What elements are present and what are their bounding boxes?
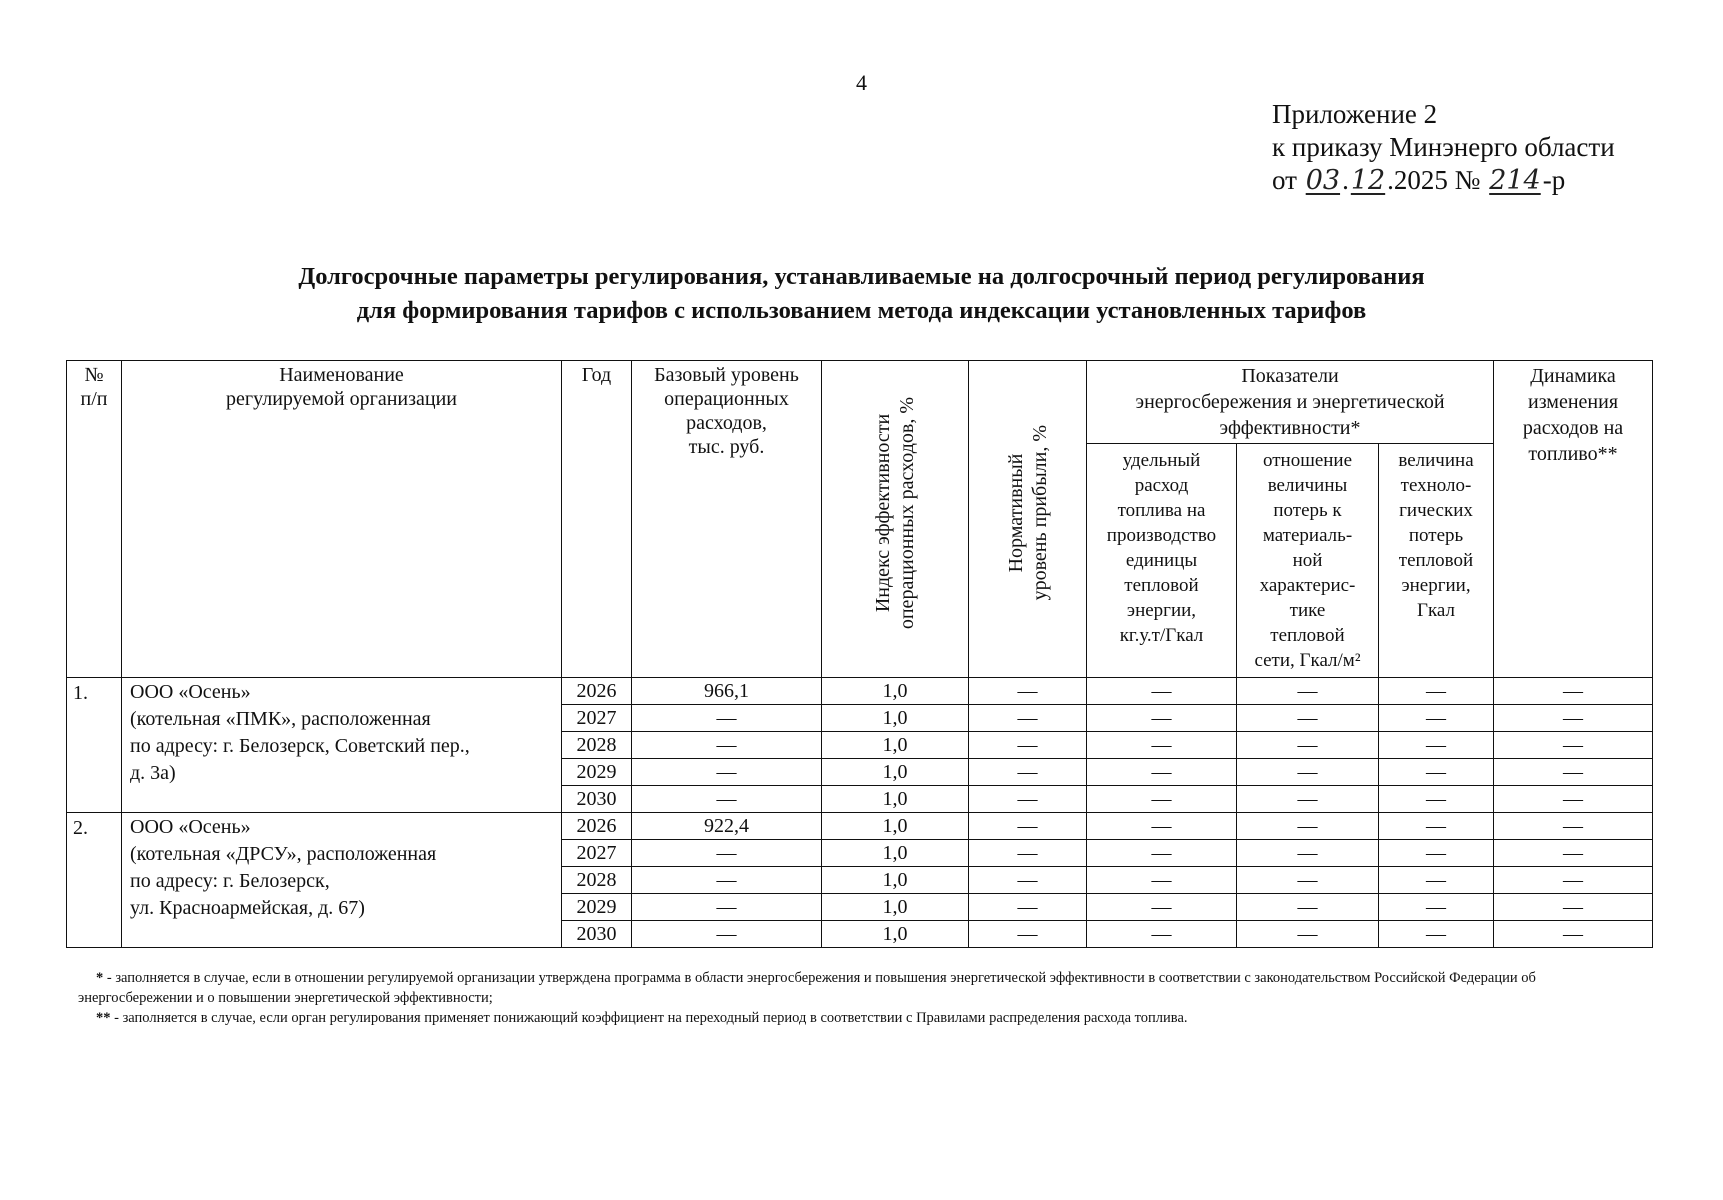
base-level-cell: 922,4 [632, 813, 822, 840]
header-year: Год [562, 361, 632, 678]
handwritten-order-number: 214 [1489, 165, 1541, 196]
org-number-cell: 2. [67, 813, 122, 948]
header-fuel-dynamics: Динамика изменения расходов на топливо** [1494, 361, 1653, 678]
footnote-1-text: - заполняется в случае, если в отношении регулируемой организации утверждена программа в области энергосбережения и повышения энергетической эффективности в соответствии с законодательством Российской Федерации об энергосбережении и о повышении энергетической эффективности; [78, 970, 1536, 1006]
fuel-dynamics-cell: — [1494, 921, 1653, 948]
title-line-1: Долгосрочные параметры регулирования, устанавливаемые на долгосрочный период регулирования [298, 263, 1425, 290]
date-dot: . [1342, 165, 1349, 195]
efficiency-index-cell: 1,0 [822, 732, 969, 759]
fuel-rate-cell: — [1087, 678, 1237, 705]
fuel-dynamics-cell: — [1494, 867, 1653, 894]
tech-losses-cell: — [1379, 786, 1494, 813]
profit-level-cell: — [969, 867, 1087, 894]
tech-losses-cell: — [1379, 840, 1494, 867]
year-cell: 2026 [562, 678, 632, 705]
year-cell: 2028 [562, 867, 632, 894]
profit-level-cell: — [969, 705, 1087, 732]
order-suffix: -р [1542, 165, 1566, 195]
header-efficiency-index: Индекс эффективности операционных расходов, % [822, 361, 969, 678]
header-loss-ratio: отношение величины потерь к материаль- ной характерис- тике тепловой сети, Гкал/м² [1237, 444, 1379, 678]
fuel-rate-cell: — [1087, 732, 1237, 759]
appendix-date-number [1272, 164, 1615, 197]
fuel-dynamics-cell: — [1494, 759, 1653, 786]
org-name-line: ул. Красноармейская, д. 67) [130, 897, 365, 919]
handwritten-day: 03 [1305, 165, 1341, 196]
fuel-dynamics-cell: — [1494, 705, 1653, 732]
fuel-dynamics-cell: — [1494, 732, 1653, 759]
footnote-1-mark: * [96, 970, 104, 986]
tech-losses-cell: — [1379, 813, 1494, 840]
efficiency-index-cell: 1,0 [822, 894, 969, 921]
appendix-order-ref: к приказу Минэнерго области [1272, 132, 1615, 162]
tech-losses-cell: — [1379, 705, 1494, 732]
loss-ratio-cell: — [1237, 813, 1379, 840]
fuel-dynamics-cell: — [1494, 786, 1653, 813]
year-cell: 2027 [562, 840, 632, 867]
profit-level-cell: — [969, 921, 1087, 948]
year-cell: 2029 [562, 759, 632, 786]
loss-ratio-cell: — [1237, 921, 1379, 948]
efficiency-index-cell: 1,0 [822, 786, 969, 813]
fuel-dynamics-cell: — [1494, 894, 1653, 921]
handwritten-month: 12 [1350, 165, 1386, 196]
base-level-cell: — [632, 732, 822, 759]
loss-ratio-cell: — [1237, 786, 1379, 813]
tech-losses-cell: — [1379, 867, 1494, 894]
base-level-cell: 966,1 [632, 678, 822, 705]
fuel-rate-cell: — [1087, 894, 1237, 921]
profit-level-cell: — [969, 894, 1087, 921]
year-cell: 2030 [562, 921, 632, 948]
base-level-cell: — [632, 894, 822, 921]
fuel-rate-cell: — [1087, 705, 1237, 732]
tech-losses-cell: — [1379, 678, 1494, 705]
base-level-cell: — [632, 759, 822, 786]
table-body [67, 678, 1653, 948]
loss-ratio-cell: — [1237, 759, 1379, 786]
appendix-title: Приложение 2 [1272, 99, 1438, 129]
header-tech-losses: величина техноло- гических потерь тепловой энергии, Гкал [1379, 444, 1494, 678]
footnote-2-mark: ** [96, 1010, 111, 1026]
profit-level-cell: — [969, 840, 1087, 867]
tech-losses-cell: — [1379, 759, 1494, 786]
base-level-cell: — [632, 786, 822, 813]
table-row [67, 678, 1653, 705]
profit-level-cell: — [969, 678, 1087, 705]
profit-level-cell: — [969, 813, 1087, 840]
efficiency-index-cell: 1,0 [822, 678, 969, 705]
org-name-line: (котельная «ПМК», расположенная [130, 708, 431, 730]
base-level-cell: — [632, 840, 822, 867]
fuel-dynamics-cell: — [1494, 678, 1653, 705]
profit-level-cell: — [969, 759, 1087, 786]
org-name-line: (котельная «ДРСУ», расположенная [130, 843, 437, 865]
efficiency-index-cell: 1,0 [822, 867, 969, 894]
header-fuel-rate: удельный расход топлива на производство единицы тепловой энергии, кг.у.т/Гкал [1087, 444, 1237, 678]
tech-losses-cell: — [1379, 894, 1494, 921]
loss-ratio-cell: — [1237, 705, 1379, 732]
header-num: № п/п [67, 361, 122, 678]
year-cell: 2026 [562, 813, 632, 840]
fuel-dynamics-cell: — [1494, 813, 1653, 840]
footnotes [78, 968, 1598, 1028]
year-cell: 2027 [562, 705, 632, 732]
document-title [80, 260, 1643, 328]
tech-losses-cell: — [1379, 921, 1494, 948]
date-year: .2025 № [1387, 165, 1488, 195]
parameters-table [66, 360, 1653, 948]
title-line-2: для формирования тарифов с использованием метода индексации установленных тарифов [356, 297, 1367, 324]
efficiency-index-cell: 1,0 [822, 840, 969, 867]
tech-losses-cell: — [1379, 732, 1494, 759]
org-name-line: ООО «Осень» [130, 816, 251, 838]
footnote-1 [78, 968, 1598, 1008]
org-number-cell: 1. [67, 678, 122, 813]
fuel-dynamics-cell: — [1494, 840, 1653, 867]
footnote-2 [78, 1008, 1598, 1028]
base-level-cell: — [632, 921, 822, 948]
fuel-rate-cell: — [1087, 813, 1237, 840]
org-name-line: по адресу: г. Белозерск, Советский пер., [130, 735, 470, 757]
fuel-rate-cell: — [1087, 786, 1237, 813]
efficiency-index-cell: 1,0 [822, 921, 969, 948]
footnote-2-text: - заполняется в случае, если орган регулирования применяет понижающий коэффициент на переходный период в соответствии с Правилами распределения расхода топлива. [110, 1010, 1188, 1026]
table-row [67, 813, 1653, 840]
efficiency-index-cell: 1,0 [822, 705, 969, 732]
loss-ratio-cell: — [1237, 894, 1379, 921]
header-base-level: Базовый уровень операционных расходов, тыс. руб. [632, 361, 822, 678]
header-organization: Наименование регулируемой организации [122, 361, 562, 678]
loss-ratio-cell: — [1237, 867, 1379, 894]
org-name-cell [122, 678, 562, 813]
fuel-rate-cell: — [1087, 840, 1237, 867]
base-level-cell: — [632, 705, 822, 732]
page-number: 4 [856, 70, 867, 95]
header-profit-level: Нормативный уровень прибыли, % [969, 361, 1087, 678]
org-name-cell [122, 813, 562, 948]
fuel-rate-cell: — [1087, 759, 1237, 786]
appendix-block [1272, 98, 1615, 197]
loss-ratio-cell: — [1237, 678, 1379, 705]
loss-ratio-cell: — [1237, 732, 1379, 759]
fuel-rate-cell: — [1087, 921, 1237, 948]
loss-ratio-cell: — [1237, 840, 1379, 867]
base-level-cell: — [632, 867, 822, 894]
org-name-line: д. 3а) [130, 762, 176, 784]
profit-level-cell: — [969, 786, 1087, 813]
org-name-line: по адресу: г. Белозерск, [130, 870, 330, 892]
efficiency-index-cell: 1,0 [822, 759, 969, 786]
date-prefix: от [1272, 165, 1304, 195]
profit-level-cell: — [969, 732, 1087, 759]
org-name-line: ООО «Осень» [130, 681, 251, 703]
year-cell: 2028 [562, 732, 632, 759]
fuel-rate-cell: — [1087, 867, 1237, 894]
header-energy-indicators: Показатели энергосбережения и энергетической эффективности* [1087, 361, 1494, 444]
efficiency-index-cell: 1,0 [822, 813, 969, 840]
table-header [67, 361, 1653, 678]
year-cell: 2030 [562, 786, 632, 813]
year-cell: 2029 [562, 894, 632, 921]
